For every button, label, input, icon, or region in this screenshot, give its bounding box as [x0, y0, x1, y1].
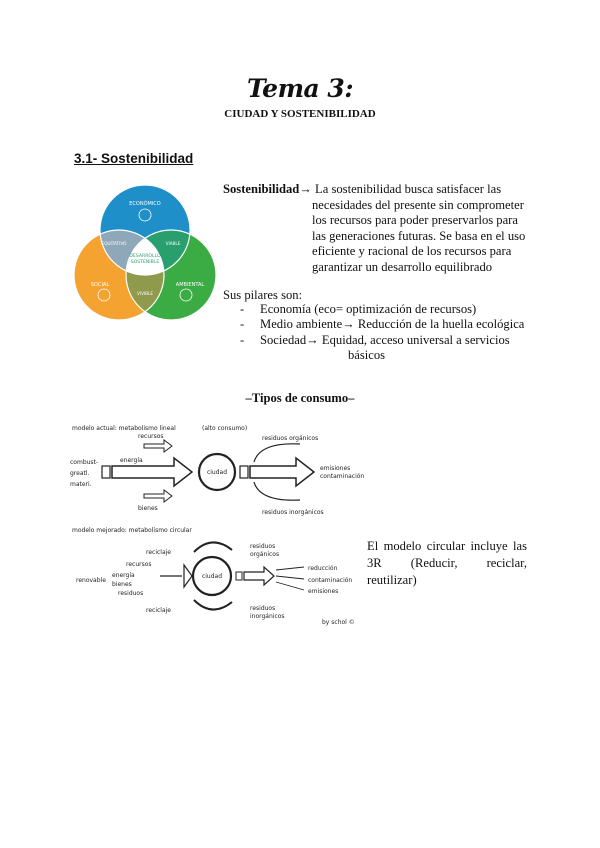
- venn-label-vivible: VIVIBLE: [136, 291, 154, 296]
- sustainability-venn-diagram: [74, 183, 216, 323]
- circular-residuos-inorg-1: residuos: [250, 605, 276, 612]
- definition-arrow: →: [299, 182, 312, 196]
- definition-line-3: los recursos para poder preservarlos para: [312, 213, 518, 228]
- circular-reciclaje-2: reciclaje: [146, 607, 171, 614]
- page-subtitle: CIUDAD Y SOSTENIBILIDAD: [224, 108, 376, 120]
- circular-renovable: renovable: [76, 577, 106, 584]
- linear-heading-small: (alto consumo): [202, 425, 248, 432]
- circular-contaminacion: contaminación: [308, 577, 353, 584]
- circular-residuos-inorg-2: inorgánicos: [250, 613, 285, 620]
- definition-line-4: las generaciones futuras. Se basa en el uso: [312, 228, 526, 243]
- circular-residuos-organicos-1: residuos: [250, 543, 276, 550]
- linear-heading: modelo actual: metabolismo lineal: [72, 425, 176, 432]
- circular-recursos: recursos: [126, 561, 152, 568]
- linear-residuos-inorganicos: residuos inorgánicos: [262, 509, 324, 516]
- definition-paragraph: [223, 182, 528, 276]
- diagram-signature: by schol ©: [322, 619, 355, 626]
- pillars-heading: Sus pilares son:: [223, 288, 303, 302]
- circular-reduccion: reducción: [308, 565, 338, 572]
- venn-label-economico: ECONÓMICO: [129, 201, 161, 207]
- linear-emisiones: emisiones: [320, 465, 351, 472]
- definition-text-1: La sostenibilidad busca satisfacer las: [315, 182, 502, 196]
- venn-center-line-1: DESARROLLO: [129, 254, 161, 259]
- venn-label-social: SOCIAL: [90, 282, 110, 288]
- venn-center-line-2: SOSTENIBLE: [130, 260, 160, 265]
- linear-left-label-2: greatl.: [70, 470, 90, 477]
- recycle-arrow-bottom: [194, 600, 232, 610]
- definition-line-1: [223, 182, 528, 198]
- circular-emisiones: emisiones: [308, 588, 339, 595]
- linear-city-label: ciudad: [206, 469, 228, 476]
- linear-recursos: recursos: [138, 433, 164, 440]
- pillars-list: [240, 302, 540, 364]
- linear-left-label-1: combust-: [70, 459, 99, 466]
- consumo-title: –Tipos de consumo–: [245, 391, 355, 405]
- circular-residuos: residuos: [118, 590, 144, 597]
- venn-label-viable: VIABLE: [165, 241, 181, 246]
- definition-line-5: eficiente y racional de los recursos para: [312, 244, 512, 259]
- circular-bienes: bienes: [112, 581, 132, 588]
- definition-term: Sostenibilidad: [223, 182, 300, 196]
- linear-emisiones-2: contaminación: [320, 473, 364, 480]
- definition-line-6: garantizar un desarrollo equilibrado: [312, 259, 493, 274]
- linear-left-label-3: materi.: [70, 481, 92, 488]
- venn-label-equitativo: EQUITATIVO: [101, 241, 127, 246]
- venn-label-ambiental: AMBIENTAL: [175, 282, 205, 288]
- circular-energia: energía: [112, 572, 135, 579]
- circular-residuos-organicos-2: orgánicos: [250, 551, 280, 558]
- circular-reciclaje-1: reciclaje: [146, 549, 171, 556]
- circular-heading: modelo mejorado: metabolismo circular: [72, 527, 192, 534]
- recycle-arrow-top: [194, 542, 232, 552]
- definition-line-2: necesidades del presente sin comprometer: [312, 197, 524, 212]
- pillar-item: - Medio ambiente→ Reducción de la huella ecológica: [240, 317, 525, 332]
- linear-metabolism-diagram: [64, 414, 364, 520]
- linear-energia: energía: [120, 457, 143, 464]
- pillar-item: - Economía (eco= optimización de recursos): [240, 302, 477, 316]
- circular-city-label: ciudad: [201, 573, 223, 580]
- page-title: Tema 3:: [246, 74, 354, 103]
- linear-bienes: bienes: [138, 505, 158, 512]
- pillar-item: - Sociedad→ Equidad, acceso universal a servicios básicos: [240, 332, 510, 363]
- output-arrow: [250, 458, 314, 486]
- circular-model-note: El modelo circular incluye las 3R (Reducir, reciclar, reutilizar): [367, 539, 527, 587]
- linear-residuos-organicos: residuos orgánicos: [262, 435, 319, 442]
- section-title: 3.1- Sostenibilidad: [74, 151, 194, 166]
- circular-metabolism-diagram: [64, 520, 364, 630]
